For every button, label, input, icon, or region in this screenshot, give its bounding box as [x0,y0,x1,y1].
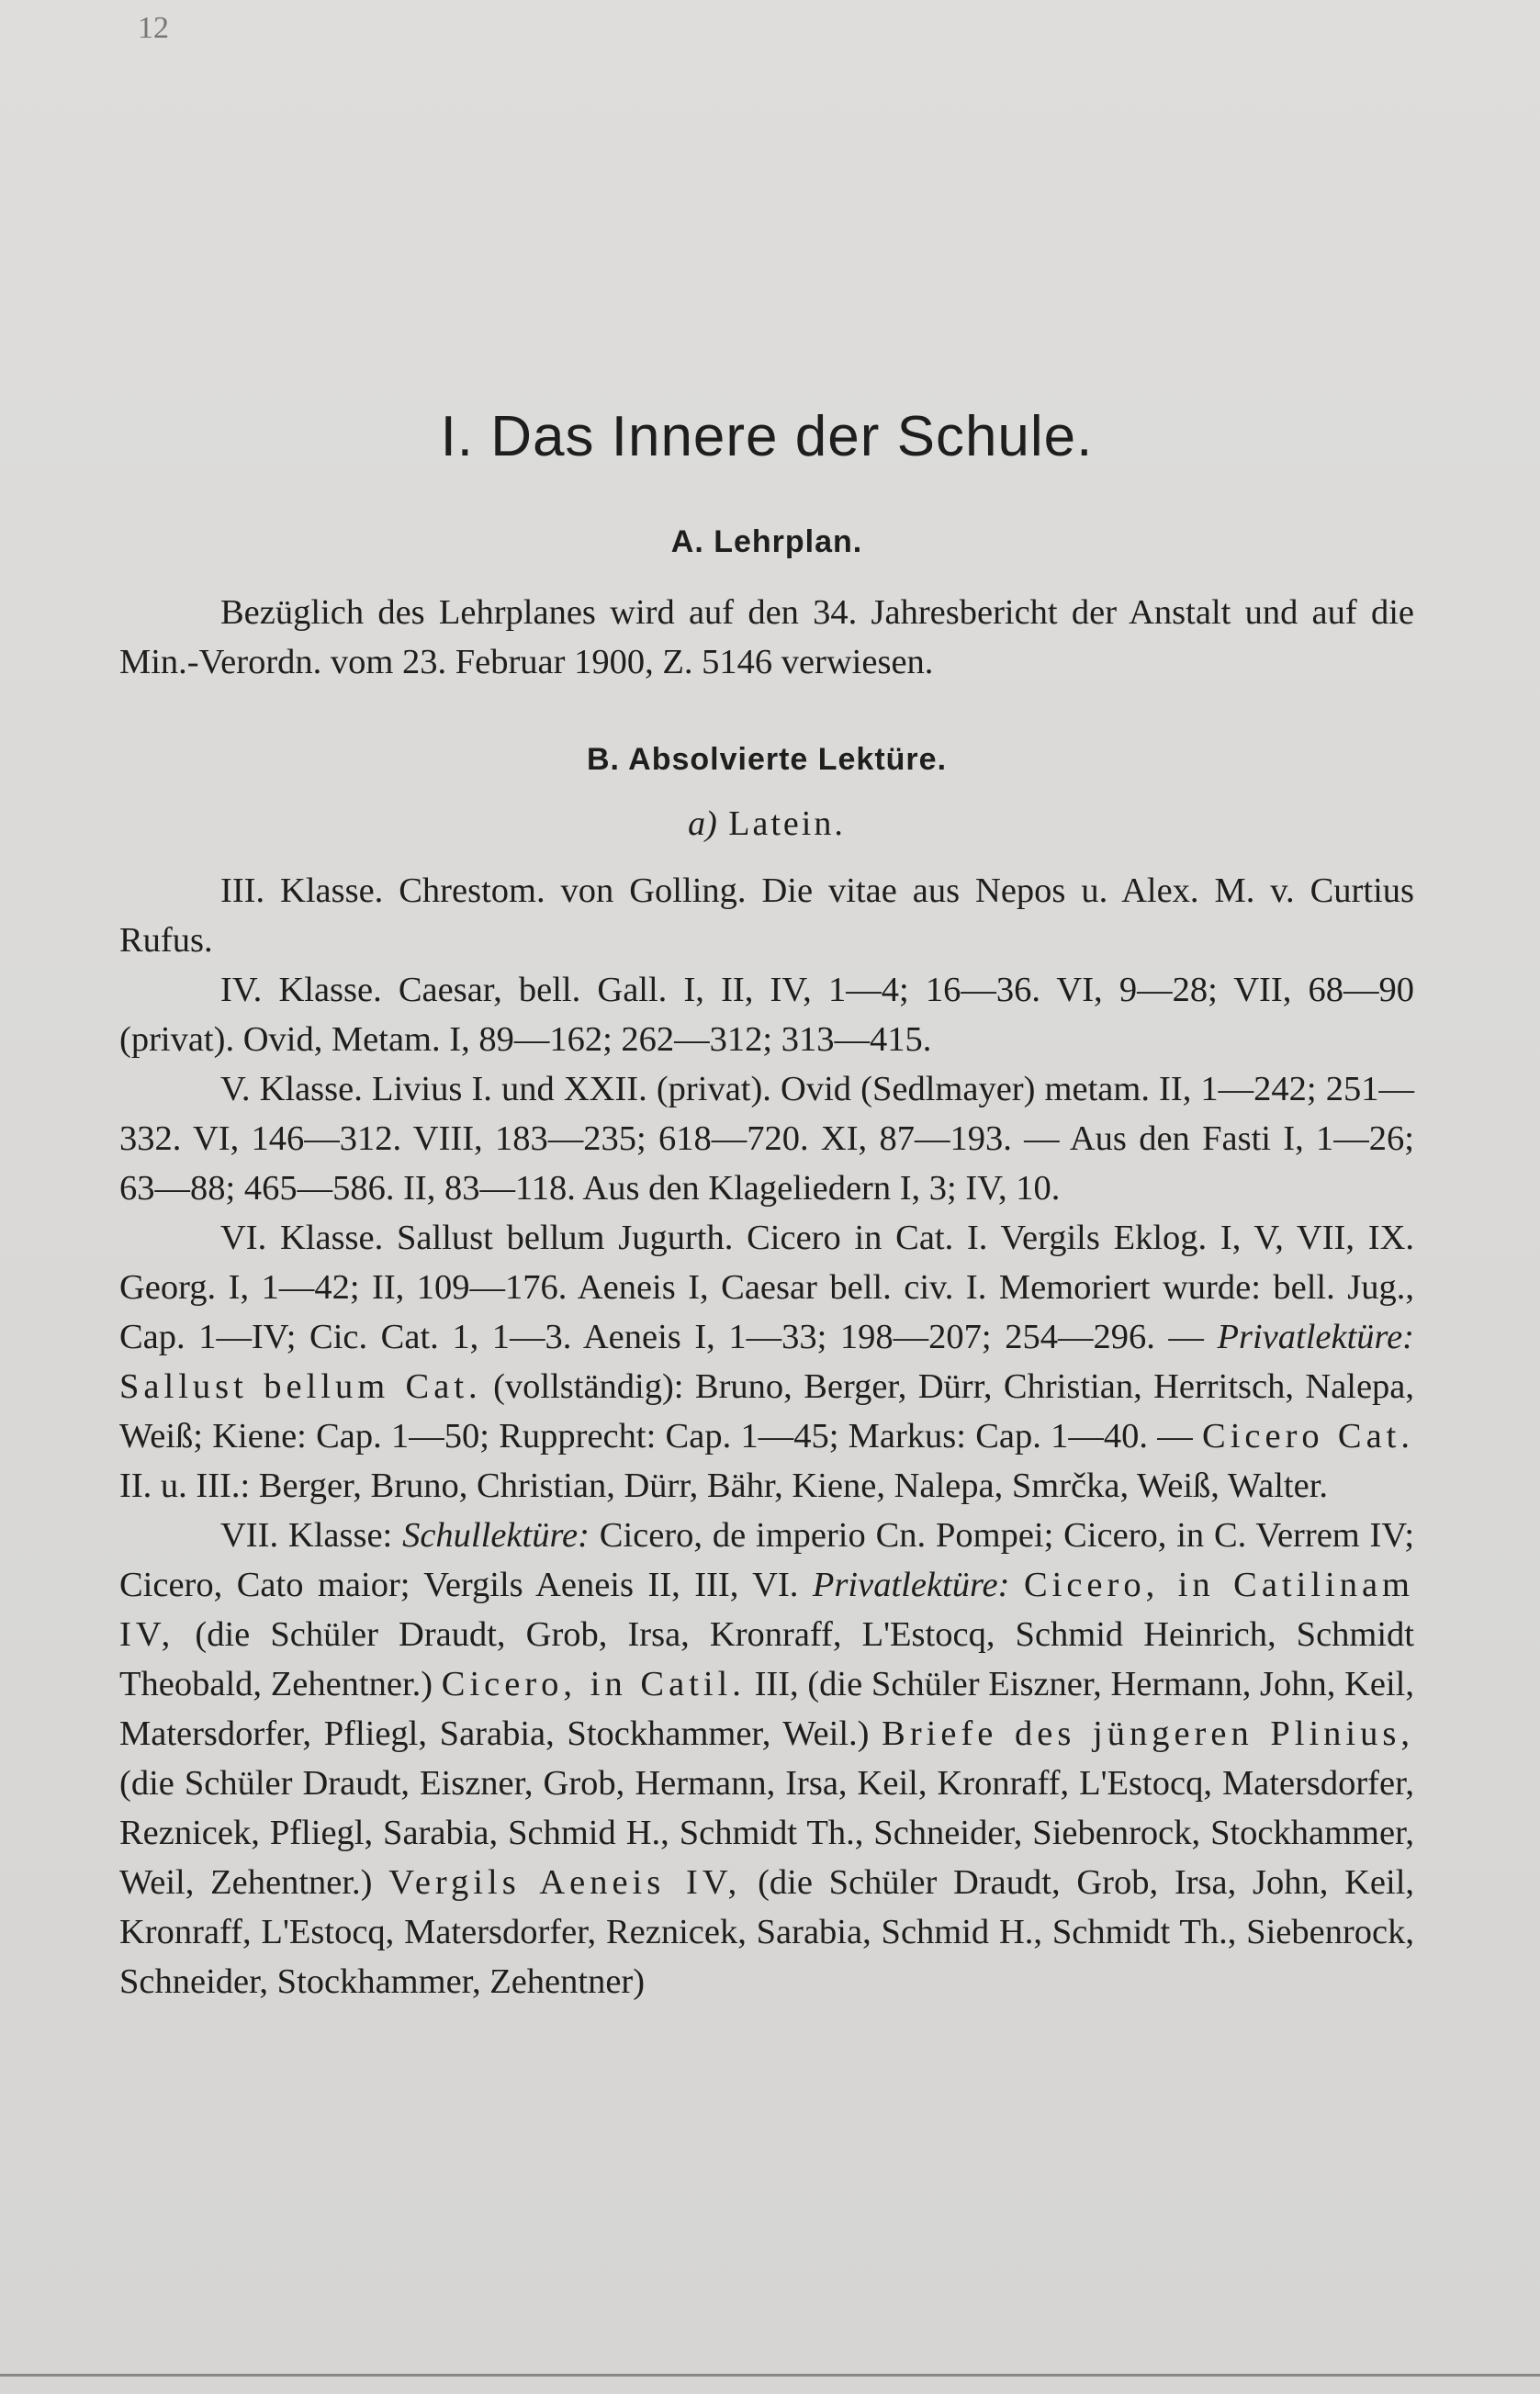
chapter-title: I. Das Innere der Schule. [440,405,1094,468]
class-vii-text-f: III, (die Schüler Eiszner, Hermann, John, Keil, Matersdorfer, Pfliegl, Sarabia, Stockhammer, Weil.) [119,1665,1414,1753]
class-vii-label: VII. Klasse: [220,1516,393,1555]
class-vii-cicero-catil: Cicero, in Catil. [441,1665,746,1703]
class-v-paragraph: V. Klasse. Livius I. und XXII. (privat). Ovid (Sedlmayer) metam. II, 1—242; 251—332. VI, 146—312. VIII, 183—235; 618—720. XI, 87—193. — Aus den Fasti I, 1—26; 63—88; 465—586. II, 83—118. Aus den Klageliedern I, 3; IV, 10. [119,1070,1414,1208]
class-vii-vergil: Vergils Aeneis IV, [388,1863,742,1902]
class-iii-paragraph: III. Klasse. Chrestom. von Golling. Die vitae aus Nepos u. Alex. M. v. Curtius Rufus. [119,871,1414,960]
document-body [119,404,1414,2006]
class-vii-plinius: Briefe des jüngeren Plinius, [882,1714,1414,1753]
class-vii-privatlektuere: Privatlektüre: [812,1566,1010,1604]
class-vi-text-e: II. u. III.: Berger, Bruno, Christian, Dürr, Bähr, Kiene, Nalepa, Smrčka, Weiß, Walter. [119,1467,1329,1505]
bottom-edge-rule [0,2374,1540,2377]
class-vii-text-h: (die Schüler Draudt, Eiszner, Grob, Hermann, Irsa, Keil, Kronraff, L'Estocq, Matersdorfer, Reznicek, Pfliegl, Sarabia, Schmid H., Schmidt Th., Schneider, Siebenrock, Stockhammer, Weil, Zehentner.) [119,1764,1414,1902]
class-iv-paragraph: IV. Klasse. Caesar, bell. Gall. I, II, IV, 1—4; 16—36. VI, 9—28; VII, 68—90 (privat). Ovid, Metam. I, 89—162; 262—312; 313—415. [119,971,1414,1059]
subsection-title: Latein. [728,804,846,843]
class-vi-text-c: (vollständig): Bruno, Berger, Dürr, Christian, Herritsch, Nalepa, Weiß; Kiene: Cap. 1—50; Rupprecht: Cap. 1—45; Markus: Cap. 1—40. — [119,1367,1415,1456]
section-b-heading: B. Absolvierte Lektüre. [586,742,948,777]
class-vii-paragraph [119,1511,1414,2006]
class-vi-sallust: Sallust bellum Cat. [119,1367,482,1406]
subsection-letter: a) [688,804,717,843]
class-vii-cicero-catilinam: Cicero, in Catilinam IV, [119,1566,1415,1654]
class-vi-text-a: VI. Klasse. Sallust bellum Jugurth. Cicero in Cat. I. Vergils Eklog. I, V, VII, IX. Georg. I, 1—42; II, 109—176. Aeneis I, Caesar bell. civ. I. Memoriert wurde: bell. Jug., Cap. 1—IV; Cic. Cat. 1, 1—3. Aeneis I, 1—33; 198—207; 254—296. — [119,1219,1414,1356]
class-vi-paragraph [119,1213,1414,1511]
section-a-heading: A. Lehrplan. [670,524,863,559]
class-vii-text-d: (die Schüler Draudt, Grob, Irsa, Kronraff, L'Estocq, Schmid Heinrich, Schmidt Theobald, Zehentner.) [119,1615,1415,1703]
class-vii-text-b: Cicero, de imperio Cn. Pompei; Cicero, in C. Verrem IV; Cicero, Cato maior; Vergils Aeneis II, III, VI. [119,1516,1415,1604]
subsection-heading [119,804,1414,844]
page-number: 12 [138,11,169,45]
class-vii-text-j: (die Schüler Draudt, Grob, Irsa, John, Keil, Kronraff, L'Estocq, Matersdorfer, Reznicek, Sarabia, Schmid H., Schmidt Th., Siebenrock, Schneider, Stockhammer, Zehentner) [119,1863,1415,2001]
section-a-paragraph: Bezüglich des Lehrplanes wird auf den 34. Jahresbericht der Anstalt und auf die Min.-Verordn. vom 23. Februar 1900, Z. 5146 verwiesen. [119,593,1414,681]
class-vi-cicero: Cicero Cat. [1202,1417,1414,1456]
class-vii-schullektuere: Schullektüre: [402,1516,590,1555]
class-vi-privatlektuere: Privatlektüre: [1217,1318,1414,1356]
